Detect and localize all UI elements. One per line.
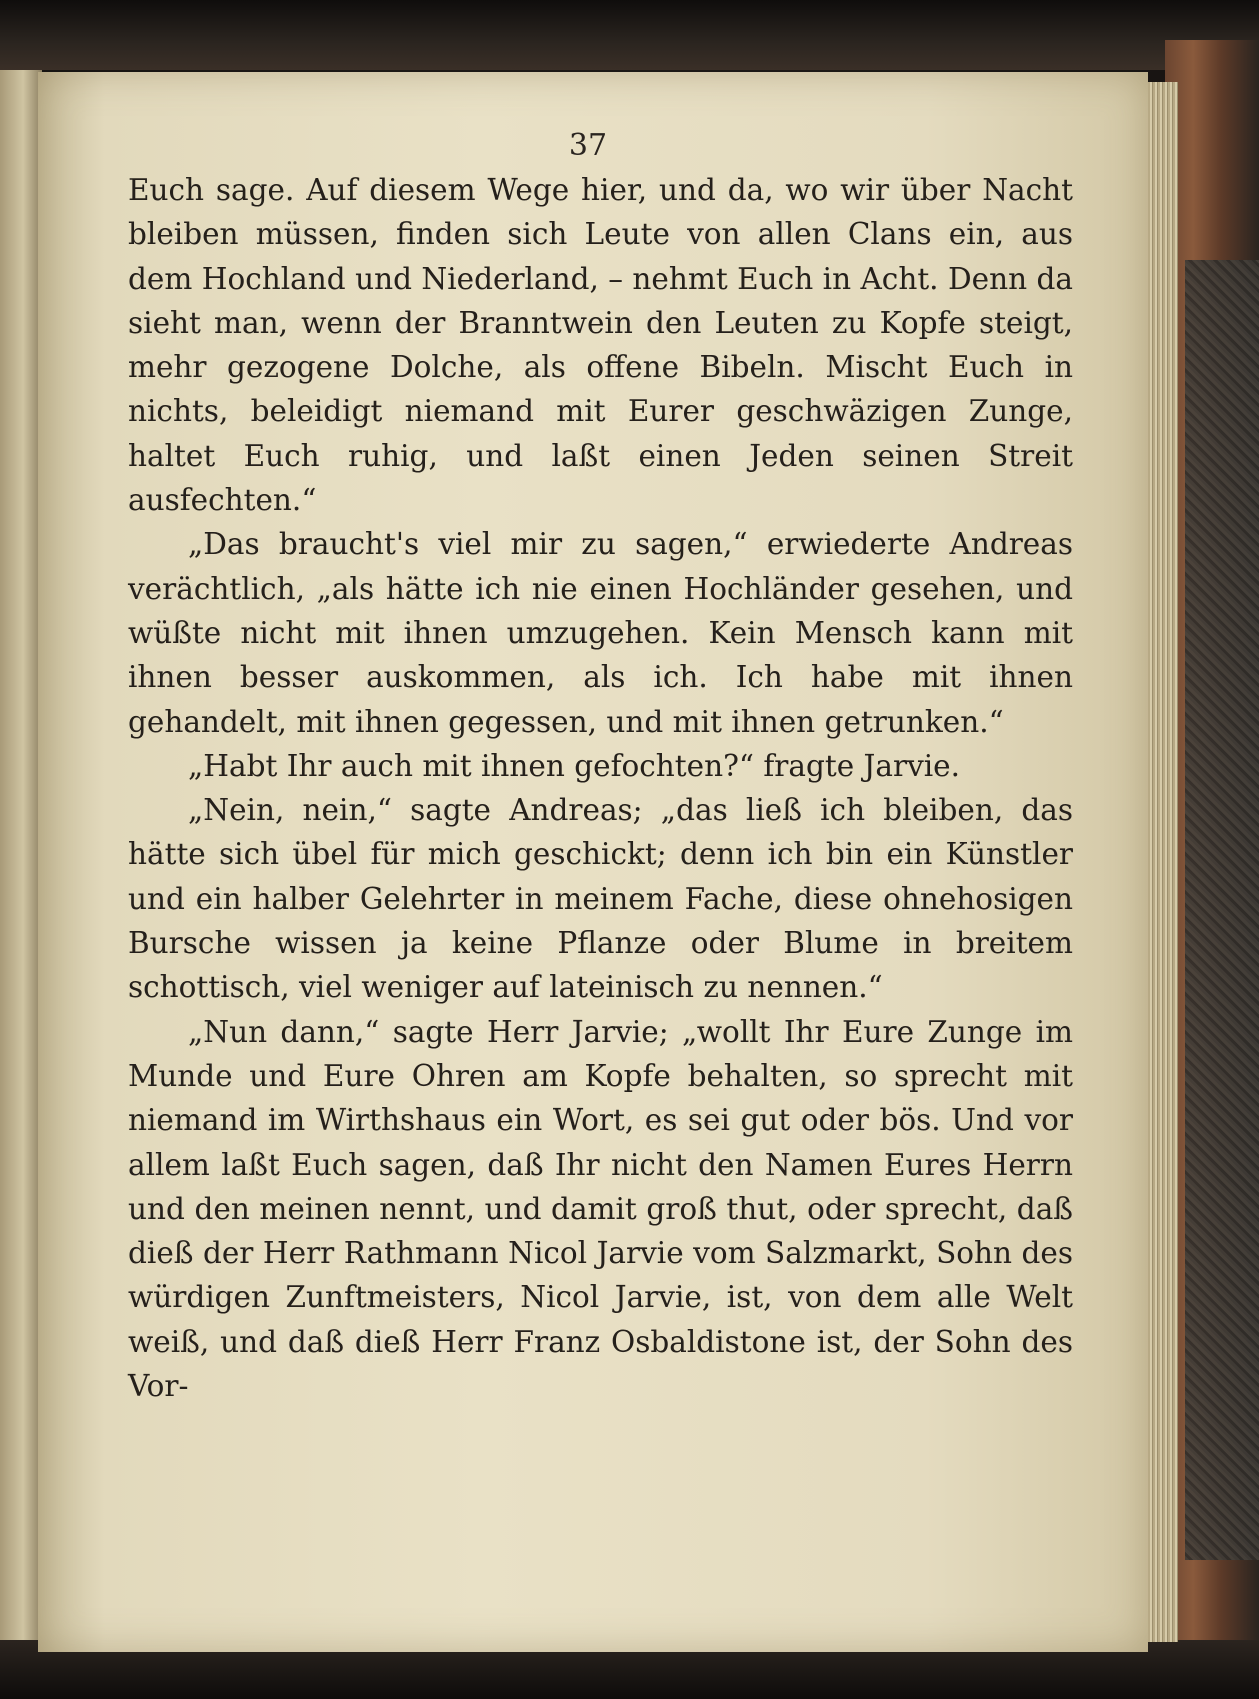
paragraph-1: Euch sage. Auf diesem Wege hier, und da, wo wir über Nacht bleiben müssen, finden sich Leute von allen Clans ein, aus dem Hochland und Niederland, – nehmt Euch in Acht. Denn da sieht man, wenn der Branntwein den Leuten zu Kopfe steigt, mehr gezogene Dolche, als offene Bibeln. Mischt Euch in nichts, beleidigt niemand mit Eurer geschwäzigen Zunge, haltet Euch ruhig, und laßt einen Jeden seinen Streit ausfechten.“: [128, 173, 1073, 518]
book-cover-top: [0, 0, 1259, 70]
page-number: 37: [568, 128, 608, 163]
marbled-cover-paper: [1185, 260, 1259, 1560]
paragraph-3: „Habt Ihr auch mit ihnen gefochten?“ fragte Jarvie.: [188, 748, 960, 783]
paragraph-4: „Nein, nein,“ sagte Andreas; „das ließ ich bleiben, das hätte sich übel für mich geschickt; denn ich bin ein Künstler und ein halber Gelehrter in meinem Fache, diese ohnehosigen Bursche wissen ja keine Pflanze oder Blume in breitem schottisch, viel weniger auf lateinisch zu nennen.“: [128, 793, 1073, 1005]
paragraph-2: „Das braucht's viel mir zu sagen,“ erwiederte Andreas verächtlich, „als hätte ich nie einen Hochländer gesehen, und wüßte nicht mit ihnen umzugehen. Kein Mensch kann mit ihnen besser auskommen, als ich. Ich habe mit ihnen gehandelt, mit ihnen gegessen, und mit ihnen getrunken.“: [128, 527, 1073, 739]
left-page-edge: [0, 70, 42, 1640]
paragraph-5: „Nun dann,“ sagte Herr Jarvie; „wollt Ihr Eure Zunge im Munde und Eure Ohren am Kopfe behalten, so sprecht mit niemand im Wirthshaus ein Wort, es sei gut oder bös. Und vor allem laßt Euch sagen, daß Ihr nicht den Namen Eures Herrn und den meinen nennt, und damit groß thut, oder sprecht, daß dieß der Herr Rathmann Nicol Jarvie vom Salzmarkt, Sohn des würdigen Zunftmeisters, Nicol Jarvie, ist, von dem alle Welt weiß, und daß dieß Herr Franz Osbaldistone ist, der Sohn des Vor-: [128, 1014, 1073, 1404]
page-text: [128, 168, 1073, 1408]
